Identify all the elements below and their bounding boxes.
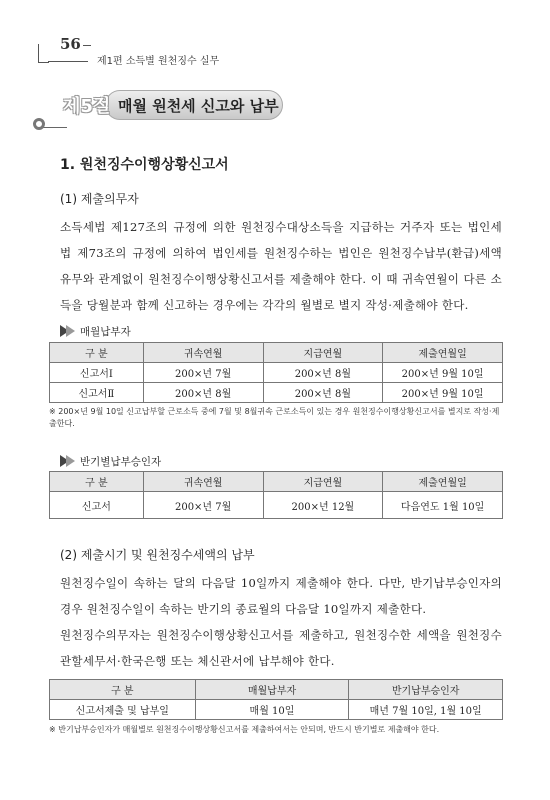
table-header: 귀속연월 — [143, 472, 263, 492]
table-header: 지급연월 — [263, 343, 383, 363]
table-cell: 200×년 8월 — [263, 383, 383, 403]
table-row — [50, 492, 503, 519]
header-rule — [83, 45, 91, 46]
table-cell: 200×년 7월 — [143, 492, 263, 519]
subheading-1: (1) 제출의무자 — [60, 192, 139, 206]
paragraph-2: 원천징수일이 속하는 달의 다음달 10일까지 제출해야 한다. 다만, 반기납부승인자의 경우 원천징수일이 속하는 반기의 종료월의 다음달 10일까지 제출한다. — [60, 576, 502, 616]
section-title: 매월 원천세 신고와 납부 — [118, 97, 279, 115]
subheading-2: (2) 제출시기 및 원천징수세액의 납부 — [60, 548, 255, 562]
table-header: 구 분 — [50, 472, 144, 492]
table-cell: 200×년 9월 10일 — [383, 363, 503, 383]
table-cell: 200×년 8월 — [143, 383, 263, 403]
table2-label: 반기별납부승인자 — [80, 456, 162, 468]
table-cell: 매월 10일 — [195, 700, 349, 720]
table-cell: 다음연도 1월 10일 — [383, 492, 503, 519]
table-row — [50, 383, 503, 403]
table-cell: 200×년 9월 10일 — [383, 383, 503, 403]
table-cell: 신고서Ⅰ — [50, 363, 144, 383]
paragraph-3: 원천징수의무자는 원천징수이행상황신고서를 제출하고, 원천징수한 세액을 원천징수 관할세무서·한국은행 또는 체신관서에 납부해야 한다. — [60, 628, 502, 668]
table-cell: 200×년 12월 — [263, 492, 383, 519]
table-header: 제출연월일 — [383, 343, 503, 363]
table-row — [50, 363, 503, 383]
table-header: 귀속연월 — [143, 343, 263, 363]
page-number: 56 — [60, 35, 81, 53]
table-cell: 신고서Ⅱ — [50, 383, 144, 403]
table-cell: 신고서제출 및 납부일 — [50, 700, 196, 720]
label-arrow-icon — [66, 455, 75, 467]
table1 — [49, 342, 503, 403]
table3-note: ※ 반기납부승인자가 매월별로 원천징수이행상황신고서를 제출하여서는 안되며, 반드시 반기별로 제출해야 한다. — [49, 725, 440, 734]
header-rule-bottom — [48, 61, 88, 62]
table2 — [49, 471, 503, 519]
table1-label: 매월납부자 — [80, 326, 131, 338]
table-header-row — [50, 680, 503, 700]
table-header: 지급연월 — [263, 472, 383, 492]
running-head: 제1편 소득별 원천징수 실무 — [97, 56, 220, 67]
table3 — [49, 679, 503, 720]
heading-1: 1. 원천징수이행상황신고서 — [60, 157, 229, 173]
table-cell: 신고서 — [50, 492, 144, 519]
table-header: 매월납부자 — [195, 680, 349, 700]
table-cell: 200×년 8월 — [263, 363, 383, 383]
section-number: 제5절 — [63, 96, 111, 117]
table-row — [50, 700, 503, 720]
table-header: 구 분 — [50, 343, 144, 363]
table-cell: 매년 7월 10일, 1월 10일 — [349, 700, 503, 720]
paragraph-1: 소득세법 제127조의 규정에 의한 원천징수대상소득을 지급하는 거주자 또는 법인세법 제73조의 규정에 의하여 법인세를 원천징수하는 법인은 원천징수납부(환급)세액 유무와 관계없이 원천징수이행상황신고서를 제출해야 한다. 이 때 귀속연월이 다른 소득을 당월분과 함께 신고하는 경우에는 각각의 월별로 별지 작성·제출해야 한다. — [60, 220, 502, 312]
table-header-row — [50, 472, 503, 492]
section-bullet — [33, 118, 45, 130]
table-header-row — [50, 343, 503, 363]
table-header: 반기납부승인자 — [349, 680, 503, 700]
label-arrow-icon — [66, 325, 75, 337]
table-header: 구 분 — [50, 680, 196, 700]
table-cell: 200×년 7월 — [143, 363, 263, 383]
table1-note: ※ 200×년 9월 10일 신고납부할 근로소득 중에 7월 및 8월귀속 근로소득이 있는 경우 원천징수이행상황신고서를 별지로 작성·제출한다. — [49, 407, 500, 428]
table-header: 제출연월일 — [383, 472, 503, 492]
